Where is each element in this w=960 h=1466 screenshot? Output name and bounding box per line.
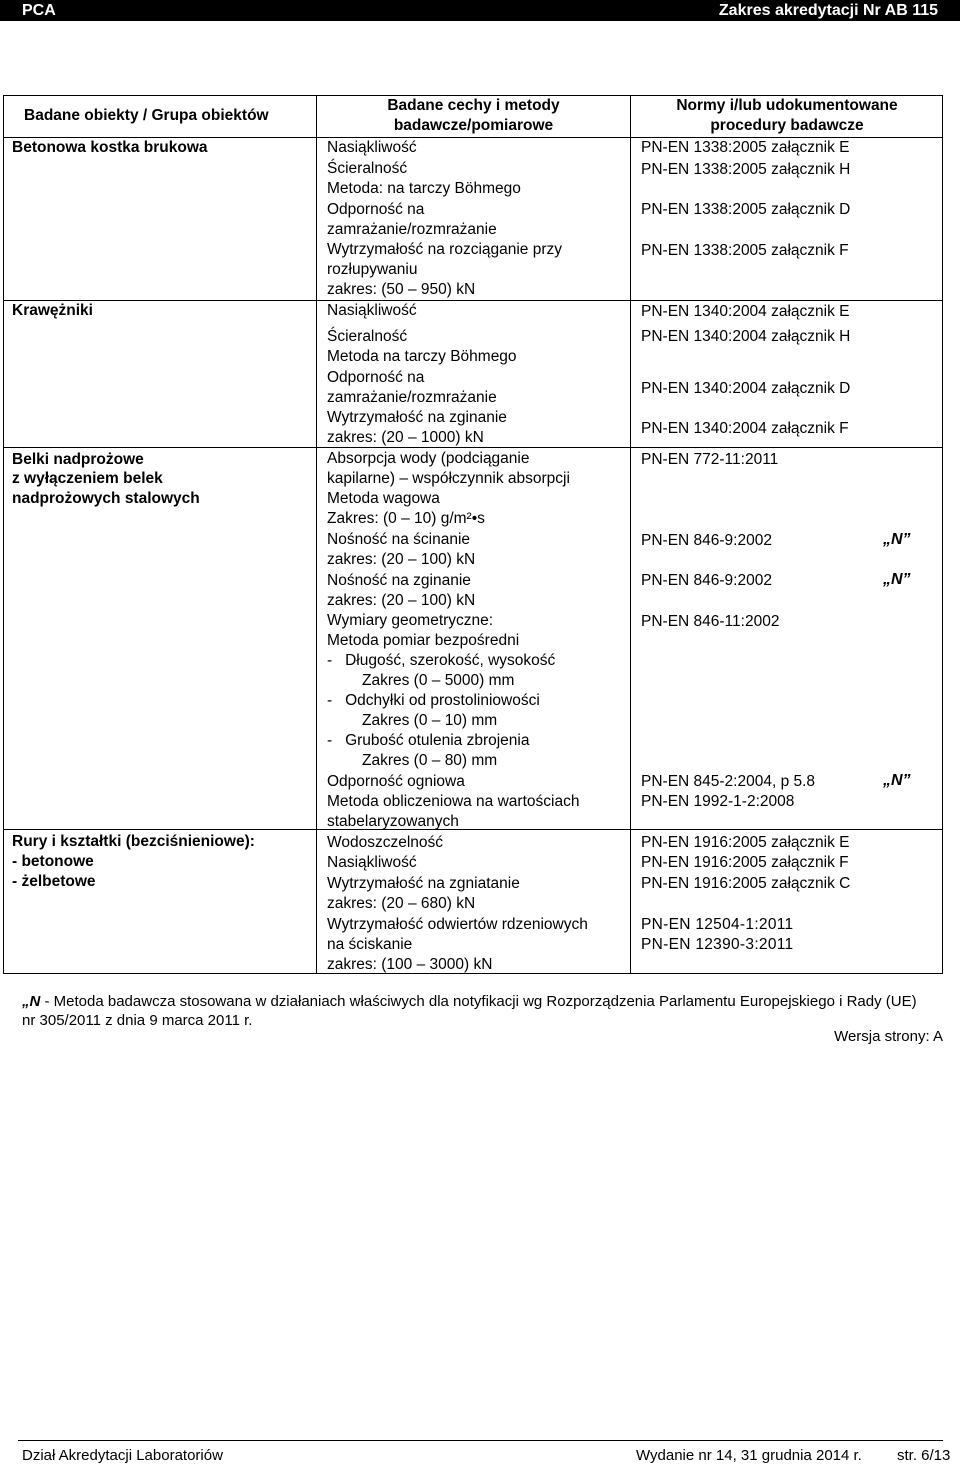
method-text: zamrażanie/rozmrażanie (327, 389, 497, 406)
standard-text: PN-EN 1916:2005 załącznik F (641, 854, 849, 871)
standard-text: PN-EN 1916:2005 załącznik C (641, 875, 851, 892)
notification-mark: „N” (883, 772, 911, 789)
method-text: zakres: (20 – 100) kN (327, 592, 476, 609)
footer-page-number: str. 6/13 (897, 1447, 951, 1464)
column-divider (316, 95, 317, 974)
object-krawezniki: Krawężniki (12, 302, 93, 319)
method-text: Zakres (0 – 5000) mm (362, 672, 515, 689)
standard-text: PN-EN 1992-1-2:2008 (641, 793, 795, 810)
method-text: zakres: (20 – 100) kN (327, 551, 476, 568)
method-text: zakres: (20 – 1000) kN (327, 429, 484, 446)
method-text: - Długość, szerokość, wysokość (327, 652, 556, 669)
notification-mark: „N” (883, 531, 911, 548)
method-text: Nasiąkliwość (327, 302, 417, 319)
standard-text: PN-EN 846-9:2002 (641, 572, 772, 589)
standard-text: PN-EN 1338:2005 załącznik D (641, 201, 851, 218)
notification-mark: „N” (883, 571, 911, 588)
method-text: Zakres: (0 – 10) g/m²•s (327, 510, 485, 527)
footnote-line-1 (22, 992, 917, 1012)
method-text: zamrażanie/rozmrażanie (327, 221, 497, 238)
standard-text: PN-EN 1338:2005 załącznik F (641, 242, 849, 259)
method-text: na ściskanie (327, 936, 413, 953)
method-text: Metoda na tarczy Böhmego (327, 348, 517, 365)
method-text: Wytrzymałość na zgniatanie (327, 875, 520, 892)
method-text: kapilarne) – współczynnik absorpcji (327, 470, 570, 487)
method-text: Odporność ogniowa (327, 773, 465, 790)
object-belki: nadprożowych stalowych (12, 490, 200, 507)
object-rury: Rury i kształtki (bezciśnieniowe): (12, 833, 255, 850)
method-text: Metoda pomiar bezpośredni (327, 632, 520, 649)
method-text: Ścieralność (327, 328, 408, 345)
footer-divider (18, 1440, 943, 1441)
method-text: Nośność na ścinanie (327, 531, 471, 548)
method-text: Odporność na (327, 369, 425, 386)
col-header-methods-2: badawcze/pomiarowe (393, 117, 554, 134)
column-divider (630, 95, 631, 974)
standard-text: PN-EN 845-2:2004, p 5.8 (641, 773, 816, 790)
method-text: Wymiary geometryczne: (327, 612, 494, 629)
method-text: Zakres (0 – 10) mm (362, 712, 498, 729)
standard-text: PN-EN 846-11:2002 (641, 613, 780, 630)
method-text: Absorpcja wody (podciąganie (327, 450, 530, 467)
footnote-line-2: nr 305/2011 z dnia 9 marca 2011 r. (22, 1012, 253, 1029)
method-text: Odporność na (327, 201, 425, 218)
footer-department: Dział Akredytacji Laboratoriów (22, 1447, 223, 1464)
method-text: Zakres (0 – 80) mm (362, 752, 498, 769)
standard-text: PN-EN 1340:2004 załącznik H (641, 328, 851, 345)
object-rury: - żelbetowe (12, 873, 96, 890)
col-header-standards-1: Normy i/lub udokumentowane (676, 97, 898, 114)
method-text: Metoda obliczeniowa na wartościach (327, 793, 580, 810)
method-text: Metoda: na tarczy Böhmego (327, 180, 521, 197)
col-header-objects: Badane obiekty / Grupa obiektów (24, 107, 269, 124)
method-text: Wytrzymałość na rozciąganie przy (327, 241, 563, 258)
standard-text: PN-EN 846-9:2002 (641, 532, 772, 549)
object-belki: z wyłączeniem belek (12, 470, 163, 487)
method-text: Wodoszczelność (327, 834, 444, 851)
standard-text: PN-EN 1338:2005 załącznik E (641, 139, 850, 156)
standard-text: PN-EN 12390-3:2011 (641, 936, 794, 953)
footer-edition: Wydanie nr 14, 31 grudnia 2014 r. (636, 1447, 862, 1464)
method-text: Metoda wagowa (327, 490, 440, 507)
page-header-bar (0, 0, 960, 21)
method-text: rozłupywaniu (327, 261, 418, 278)
header-title: Zakres akredytacji Nr AB 115 (718, 2, 938, 19)
method-text: zakres: (20 – 680) kN (327, 895, 476, 912)
standard-text: PN-EN 1340:2004 załącznik E (641, 303, 850, 320)
col-header-methods-1: Badane cechy i metody (387, 97, 560, 114)
method-text: zakres: (50 – 950) kN (327, 281, 476, 298)
header-org: PCA (22, 2, 56, 19)
method-text: Wytrzymałość na zginanie (327, 409, 507, 426)
standard-text: PN-EN 1340:2004 załącznik F (641, 420, 849, 437)
method-text: zakres: (100 – 3000) kN (327, 956, 493, 973)
row-divider (3, 300, 943, 301)
object-rury: - betonowe (12, 853, 94, 870)
method-text: Nośność na zginanie (327, 572, 471, 589)
method-text: Ścieralność (327, 160, 408, 177)
method-text: Wytrzymałość odwiertów rdzeniowych (327, 916, 588, 933)
footnote-mark: „N (22, 993, 41, 1010)
method-text: Nasiąkliwość (327, 854, 417, 871)
standard-text: PN-EN 772-11:2011 (641, 451, 779, 468)
method-text: - Grubość otulenia zbrojenia (327, 732, 530, 749)
col-header-standards-2: procedury badawcze (710, 117, 864, 134)
method-text: - Odchyłki od prostoliniowości (327, 692, 540, 709)
method-text: Nasiąkliwość (327, 139, 417, 156)
page-version: Wersja strony: A (834, 1028, 943, 1045)
method-text: stabelaryzowanych (327, 813, 459, 830)
object-belki: Belki nadprożowe (12, 451, 144, 468)
standard-text: PN-EN 1916:2005 załącznik E (641, 834, 850, 851)
standard-text: PN-EN 12504-1:2011 (641, 916, 794, 933)
standard-text: PN-EN 1340:2004 załącznik D (641, 380, 851, 397)
object-kostka: Betonowa kostka brukowa (12, 139, 208, 156)
standard-text: PN-EN 1338:2005 załącznik H (641, 161, 851, 178)
footnote-text: - Metoda badawcza stosowana w działaniach właściwych dla notyfikacji wg Rozporządzenia Parlamentu Europejskiego i Rady (UE) (40, 993, 917, 1010)
row-divider (3, 829, 943, 830)
